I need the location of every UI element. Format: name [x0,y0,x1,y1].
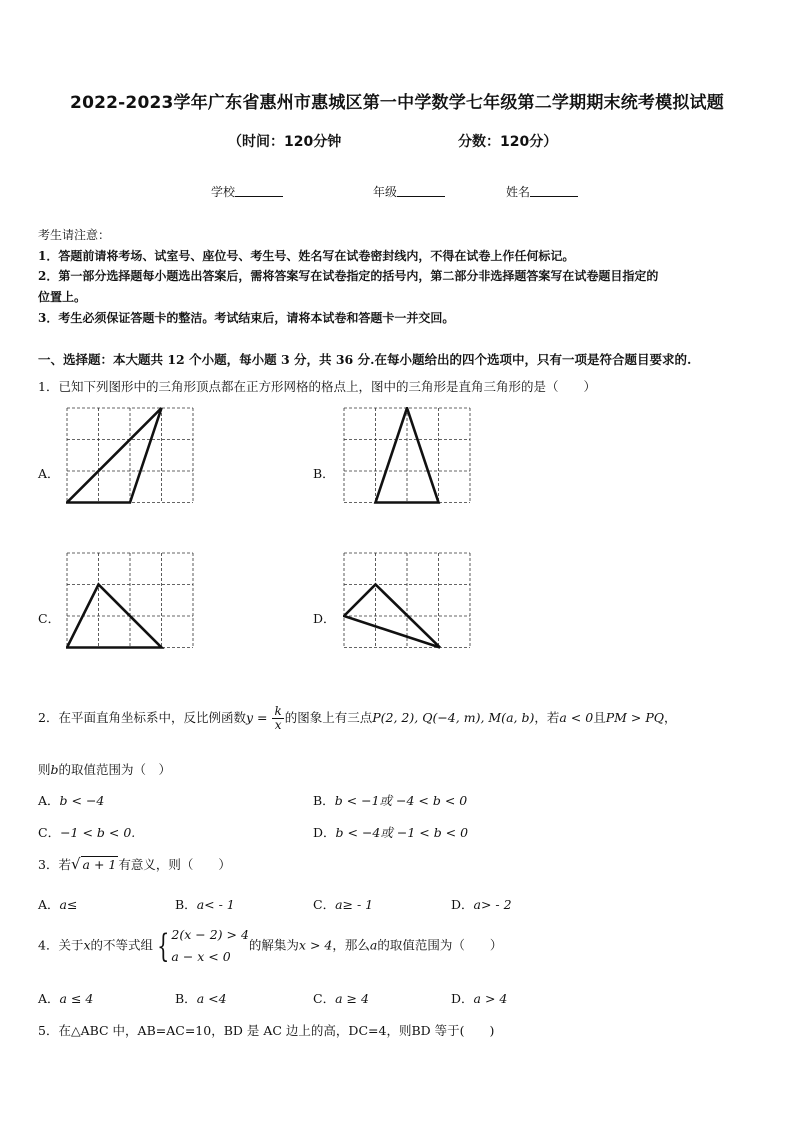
q3-option-c: C．a≥ - 1 [313,897,374,912]
q2-stem-line2: 则b的取值范围为（ ） [38,762,172,777]
q1-figure-d [343,552,473,650]
notice-item-2: 2．第一部分选择题每小题选出答案后，需将答案写在试卷指定的括号内，第二部分非选择题答案写在试卷题目指定的 [38,269,659,283]
q2-option-c: C．−1 < b < 0. [38,825,136,840]
notice-item-2-cont: 位置上。 [38,290,87,304]
q1-option-c-label: C． [38,611,61,626]
q2-option-b: B．b < −1或 −4 < b < 0 [313,793,468,808]
exam-time: （时间：120分钟 [228,134,342,150]
q1-figure-c [66,552,196,650]
notice-item-3: 3．考生必须保证答题卡的整洁。考试结束后，请将本试卷和答题卡一并交回。 [38,311,455,325]
q3-option-a: A．a≤ [38,897,78,912]
notice-item-1: 1．答题前请将考场、试室号、座位号、考生号、姓名写在试卷密封线内，不得在试卷上作任何标记。 [38,249,575,263]
notice-heading: 考生请注意： [38,228,111,242]
q1-stem: 1．已知下列图形中的三角形顶点都在正方形网格的格点上，图中的三角形是直角三角形的是（ ） [38,379,596,394]
inequality-system: 2(x − 2) > 4 a − x < 0 [171,927,249,964]
q2-option-a: A．b < −4 [38,793,105,808]
triangle-a [67,408,162,503]
q3-stem: 3．若√ a + 1 有意义，则（ ） [38,855,231,873]
fraction-k-over-x: $\frac{k}{x}$ [274,704,282,732]
q3-option-d: D．a> - 2 [451,897,512,912]
q4-option-d: D．a > 4 [451,991,508,1006]
grade-field: 年级 [373,183,445,200]
radical-expression: a + 1 [82,857,117,872]
q2-option-d: D．b < −4或 −1 < b < 0 [313,825,469,840]
q1-option-a-label: A． [38,466,60,481]
q3-option-b: B．a< - 1 [175,897,235,912]
section-heading: 一、选择题：本大题共 12 个小题，每小题 3 分，共 36 分.在每小题给出的四个选项中，只有一项是符合题目要求的. [38,352,692,367]
q1-figure-b [343,407,473,505]
school-field: 学校 [211,183,283,200]
q1-option-b-label: B． [313,466,335,481]
left-brace: { [157,927,170,965]
name-field: 姓名 [506,183,578,200]
q4-option-b: B．a <4 [175,991,227,1006]
exam-score: 分数：120分） [458,134,558,150]
exam-title: 2022-2023学年广东省惠州市惠城区第一中学数学七年级第二学期期末统考模拟试题 [70,93,724,113]
q1-option-d-label: D． [313,611,336,626]
q4-option-c: C．a ≥ 4 [313,991,369,1006]
q4-option-a: A．a ≤ 4 [38,991,94,1006]
q5-stem: 5．在△ABC 中，AB=AC=10，BD 是 AC 边上的高，DC=4，则BD 等于( ) [38,1023,495,1038]
q1-figure-a [66,407,196,505]
q2-stem: 2．在平面直角坐标系中，反比例函数y = $\frac{k}{x}$ 的图象上有三点P(2, 2), Q(−4, m), M(a, b)，若a < 0且PM > PQ， [38,704,677,732]
q4-stem: 4．关于x的不等式组 { 2(x − 2) > 4 a − x < 0 的解集为x > 4，那么a的取值范围为（ ） [38,924,502,968]
